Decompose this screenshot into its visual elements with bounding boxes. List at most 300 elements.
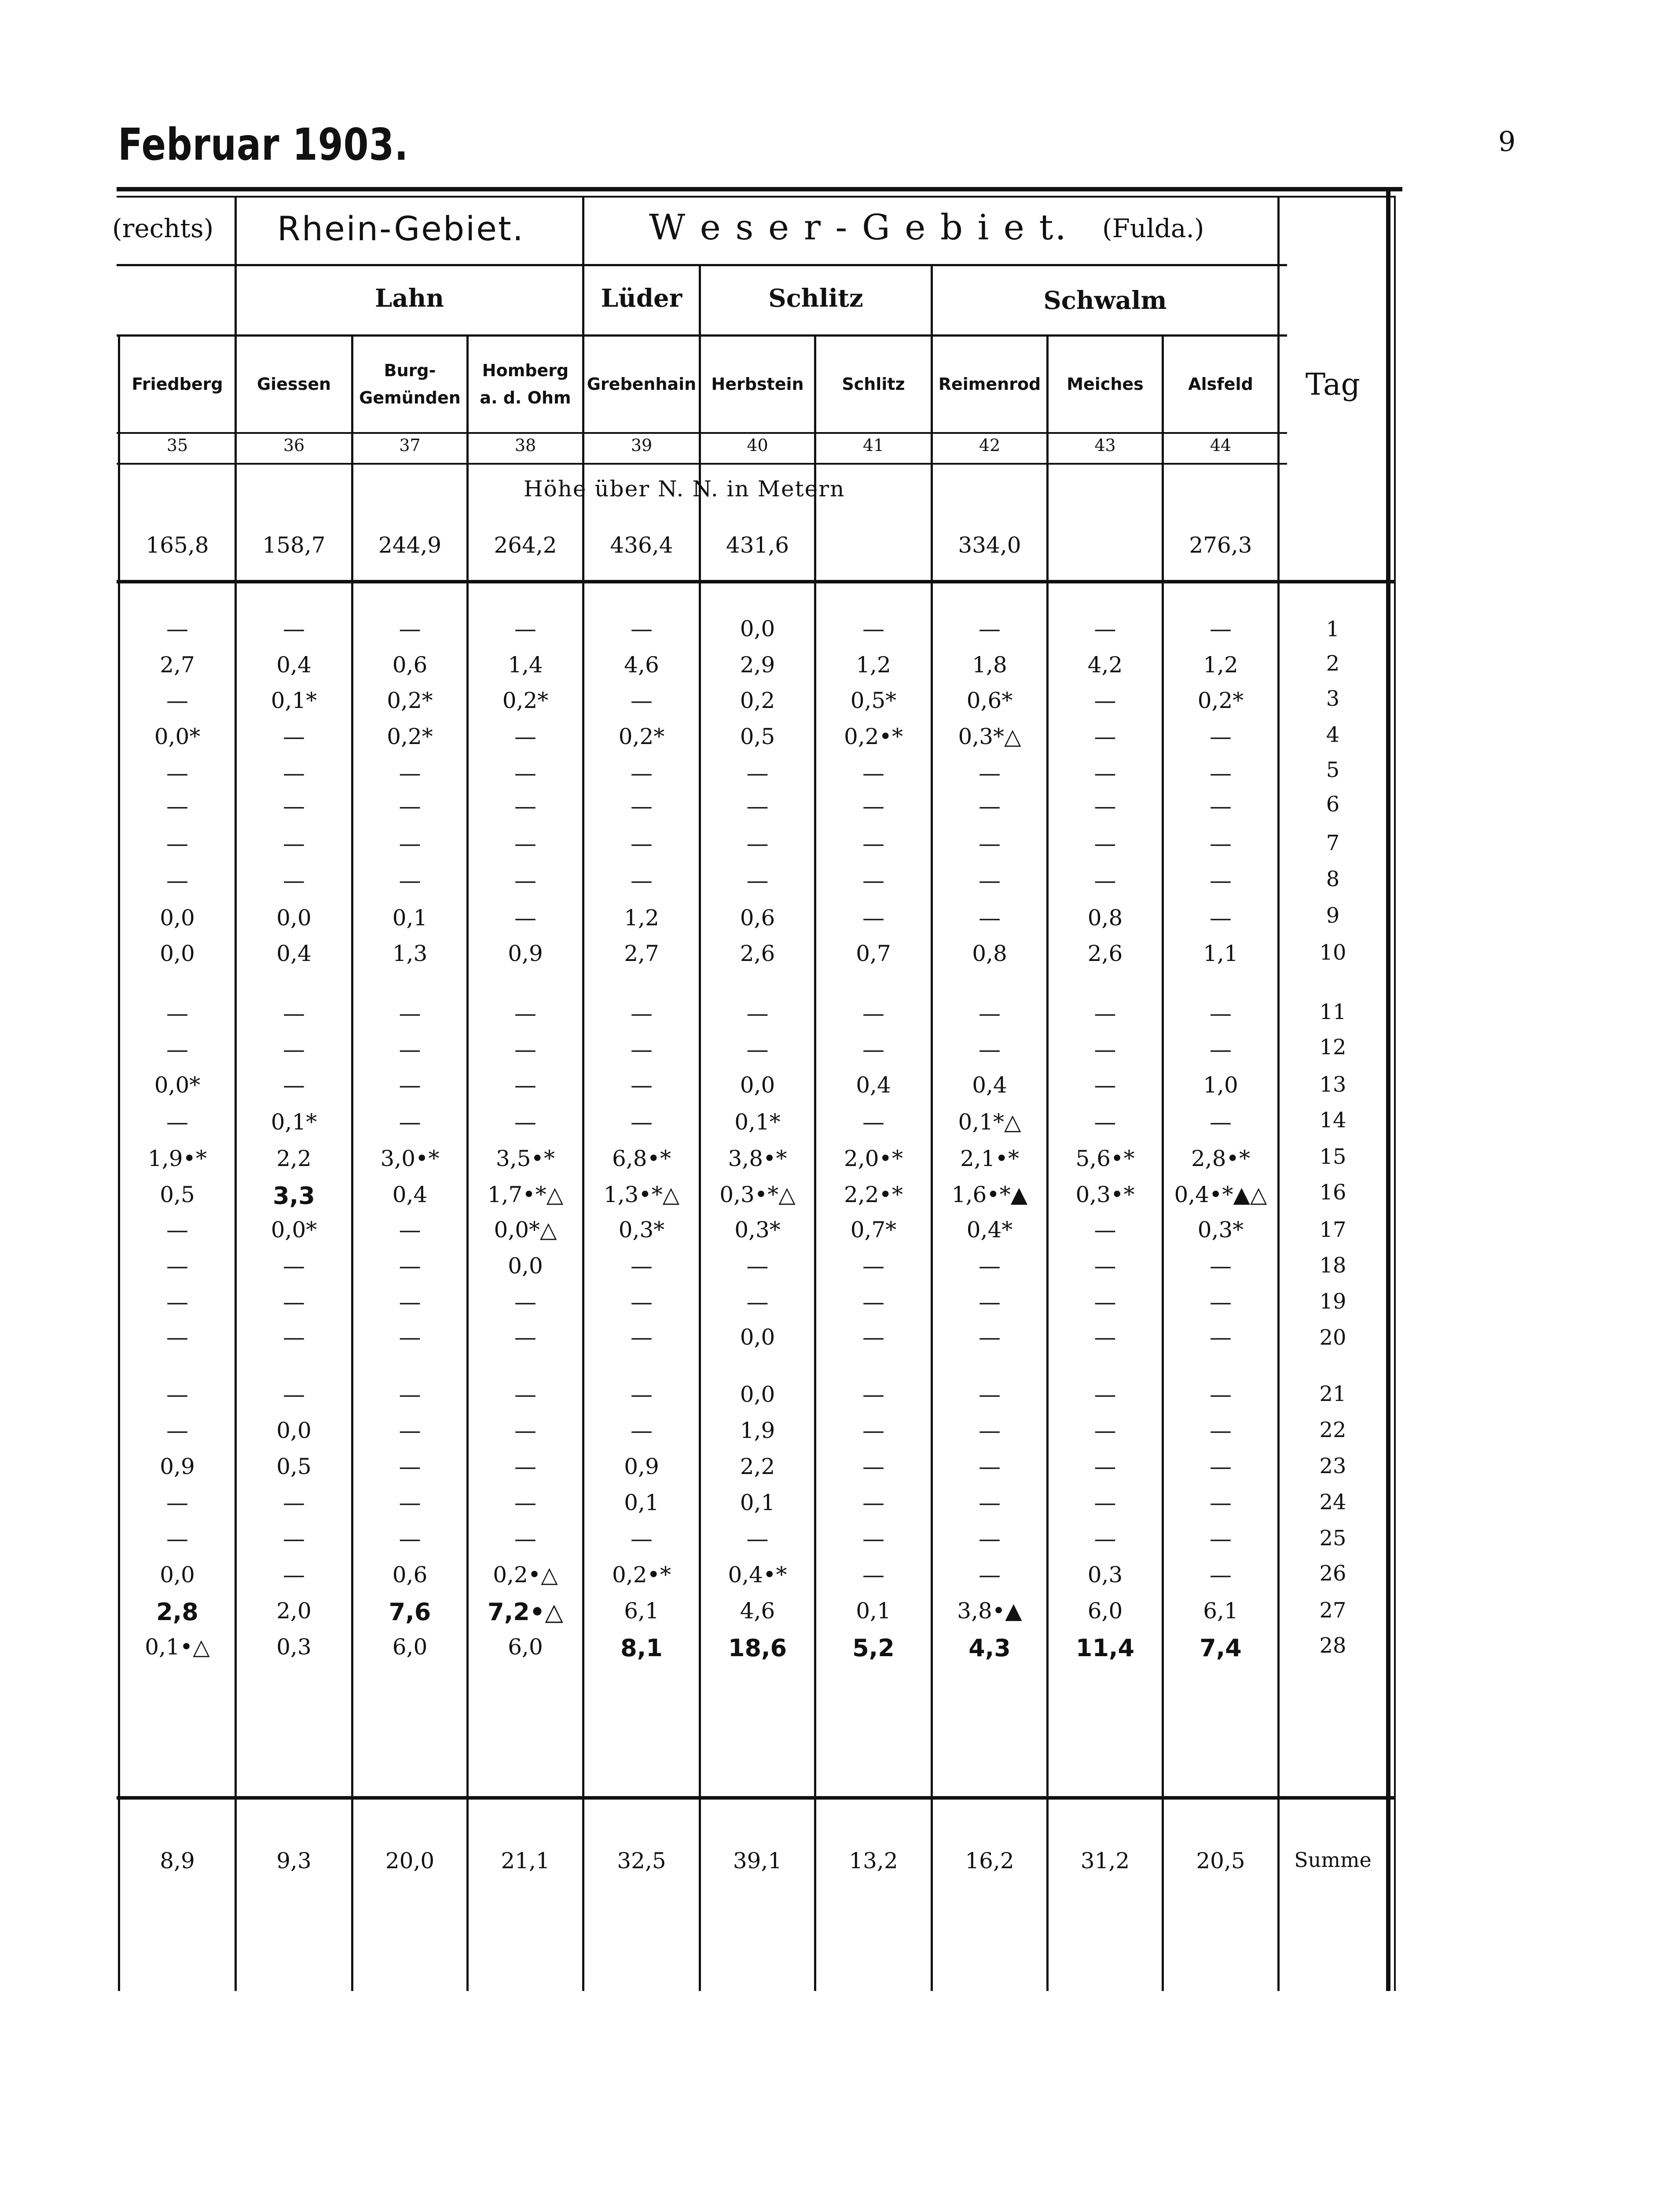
table-cell: 1,1 [1203, 941, 1238, 966]
table-cell: 0,1* [271, 688, 317, 713]
table-cell: — [862, 1001, 884, 1026]
table-cell: — [166, 1490, 188, 1515]
table-cell: — [979, 1253, 1001, 1279]
table-cell: 1,7•*△ [487, 1182, 564, 1207]
table-cell: 5,2 [852, 1634, 895, 1662]
table-cell: — [514, 1526, 536, 1551]
tag-header: Tag [1305, 367, 1361, 402]
table-cell: — [979, 1562, 1001, 1588]
table-cell: — [166, 1217, 188, 1243]
station-name: Burg- Gemünden [359, 360, 461, 407]
top-rule [117, 187, 1402, 191]
table-cell: 6,1 [1203, 1598, 1238, 1624]
table-cell: — [283, 1324, 305, 1350]
table-cell: — [1210, 1418, 1232, 1443]
table-cell: — [979, 1418, 1001, 1443]
station-name: Giessen [257, 374, 331, 394]
table-cell: 0,1 [740, 1490, 775, 1515]
table-cell: 0,8 [972, 941, 1007, 966]
table-cell: — [979, 1037, 1001, 1062]
table-cell: — [631, 760, 653, 786]
table-cell: — [631, 1253, 653, 1279]
table-cell: — [1210, 1526, 1232, 1551]
table-cell: — [283, 724, 305, 749]
table-cell: — [746, 1526, 769, 1551]
table-cell: 0,2* [618, 724, 665, 749]
table-cell: — [166, 831, 188, 856]
table-cell: 0,3•* [1075, 1182, 1135, 1207]
table-cell: — [631, 793, 653, 819]
left-label: (rechts) [112, 213, 214, 243]
sum-cell: 21,1 [501, 1848, 550, 1874]
table-cell: 1,9•* [147, 1146, 207, 1171]
table-cell: 0,0 [276, 905, 312, 931]
table-cell: 2,2 [740, 1454, 775, 1479]
table-cell: — [631, 1289, 653, 1315]
table-cell: — [631, 688, 653, 713]
table-cell: 4,3 [968, 1634, 1011, 1662]
table-cell: 1,3•*△ [603, 1182, 680, 1207]
river-lueder: Lüder [601, 284, 682, 313]
sum-cell: 32,5 [617, 1848, 666, 1874]
table-cell: — [979, 1490, 1001, 1515]
station-name: Homberg a. d. Ohm [480, 360, 571, 407]
table-cell: — [1210, 760, 1232, 786]
day-number: 18 [1319, 1253, 1346, 1278]
table-cell: — [1094, 1253, 1116, 1279]
table-cell: — [1094, 616, 1116, 642]
station-hoehe: 276,3 [1189, 532, 1252, 558]
table-cell: 1,2 [1203, 652, 1238, 678]
table-cell: 2,2 [276, 1146, 312, 1171]
table-cell: — [1210, 1562, 1232, 1588]
table-cell: — [166, 1289, 188, 1315]
day-number: 1 [1326, 617, 1340, 642]
table-cell: — [1094, 1490, 1116, 1515]
rule-head-bottom [117, 580, 1395, 583]
table-cell: 0,1* [271, 1109, 317, 1135]
page-title: Februar 1903. [118, 119, 409, 170]
table-cell: — [514, 760, 536, 786]
station-number: 42 [979, 436, 1001, 455]
table-cell: — [283, 1253, 305, 1279]
table-cell: — [283, 793, 305, 819]
table-cell: — [979, 1324, 1001, 1350]
rule-num-bottom [117, 463, 1287, 465]
table-cell: 2,8 [156, 1598, 198, 1626]
table-cell: — [1094, 1001, 1116, 1026]
station-number: 36 [283, 436, 305, 455]
day-number: 17 [1319, 1217, 1346, 1242]
table-cell: 4,2 [1087, 652, 1123, 678]
table-cell: — [166, 1109, 188, 1135]
table-cell: — [514, 831, 536, 856]
day-number: 10 [1319, 940, 1346, 965]
table-cell: 2,7 [624, 941, 659, 966]
day-number: 5 [1326, 758, 1340, 782]
table-cell: — [631, 1382, 653, 1407]
table-cell: 0,0 [740, 1072, 775, 1098]
table-cell: — [166, 760, 188, 786]
day-number: 22 [1319, 1418, 1346, 1442]
table-cell: 3,3 [273, 1182, 315, 1210]
table-cell: — [979, 831, 1001, 856]
day-number: 21 [1319, 1382, 1346, 1406]
table-cell: 7,4 [1199, 1634, 1242, 1662]
table-cell: — [399, 1289, 421, 1315]
table-cell: 0,4 [856, 1072, 891, 1098]
table-cell: 0,7 [856, 941, 891, 966]
table-cell: — [862, 1289, 884, 1315]
table-cell: 0,5 [276, 1454, 312, 1479]
top-rule-thin [117, 196, 1395, 198]
sum-cell: 16,2 [965, 1848, 1014, 1874]
table-cell: — [399, 616, 421, 642]
table-cell: — [862, 760, 884, 786]
table-cell: 0,2* [1197, 688, 1244, 713]
table-cell: — [1210, 1289, 1232, 1315]
table-cell: — [631, 868, 653, 893]
table-cell: — [1210, 1454, 1232, 1479]
table-cell: 0,3 [276, 1634, 312, 1660]
river-lahn: Lahn [374, 284, 444, 313]
table-cell: 2,6 [740, 941, 775, 966]
station-number: 35 [166, 436, 188, 455]
table-cell: 0,6 [740, 905, 775, 931]
table-cell: — [166, 688, 188, 713]
table-cell: — [514, 1324, 536, 1350]
station-name: Grebenhain [587, 374, 697, 394]
day-number: 3 [1326, 686, 1340, 711]
table-cell: — [1210, 1382, 1232, 1407]
table-cell: — [1210, 831, 1232, 856]
table-cell: 0,2•△ [493, 1562, 558, 1588]
table-cell: 1,2 [624, 905, 659, 931]
table-cell: — [514, 868, 536, 893]
table-cell: 3,5•* [495, 1146, 555, 1171]
table-cell: 0,9 [160, 1454, 195, 1479]
table-cell: 7,6 [389, 1598, 431, 1626]
table-cell: 0,0 [740, 616, 775, 642]
table-cell: — [979, 1001, 1001, 1026]
station-hoehe: 165,8 [146, 532, 209, 558]
day-number: 15 [1319, 1144, 1346, 1169]
table-cell: 0,3 [1087, 1562, 1123, 1588]
table-cell: — [862, 616, 884, 642]
table-cell: — [1094, 1217, 1116, 1243]
table-cell: — [1210, 1253, 1232, 1279]
table-cell: 2,0 [276, 1598, 312, 1624]
right-border-thin [1394, 196, 1396, 1991]
table-cell: — [399, 1253, 421, 1279]
table-cell: — [1094, 1072, 1116, 1098]
sum-cell: 8,9 [160, 1848, 195, 1874]
table-cell: — [746, 1253, 769, 1279]
table-cell: — [514, 1454, 536, 1479]
table-cell: — [283, 1526, 305, 1551]
table-cell: 0,1 [624, 1490, 659, 1515]
table-cell: 0,2 [740, 688, 775, 713]
table-cell: — [631, 1324, 653, 1350]
day-number: 7 [1326, 831, 1340, 855]
table-cell: 0,0 [740, 1382, 775, 1407]
table-cell: — [399, 760, 421, 786]
table-cell: — [746, 1037, 769, 1062]
table-cell: 1,2 [856, 652, 891, 678]
station-name: Schlitz [842, 374, 905, 394]
table-cell: 0,4 [972, 1072, 1007, 1098]
table-cell: — [166, 1253, 188, 1279]
table-cell: — [1094, 831, 1116, 856]
table-cell: 0,2* [387, 688, 433, 713]
table-cell: — [399, 1001, 421, 1026]
table-cell: 18,6 [728, 1634, 787, 1662]
table-cell: — [166, 616, 188, 642]
day-number: 13 [1319, 1072, 1346, 1097]
table-cell: — [631, 1109, 653, 1135]
table-cell: 1,8 [972, 652, 1007, 678]
day-number: 25 [1319, 1526, 1346, 1551]
sum-cell: 20,5 [1196, 1848, 1245, 1874]
table-cell: — [283, 1562, 305, 1588]
day-number: 28 [1319, 1633, 1346, 1658]
table-cell: 1,3 [392, 941, 428, 966]
table-cell: — [631, 1526, 653, 1551]
table-cell: — [1094, 724, 1116, 749]
table-cell: — [166, 793, 188, 819]
table-cell: 8,1 [620, 1634, 663, 1662]
table-cell: 6,0 [1087, 1598, 1123, 1624]
table-cell: 0,0 [508, 1253, 543, 1279]
table-cell: — [1094, 1454, 1116, 1479]
table-cell: 0,2•* [844, 724, 903, 749]
day-number: 19 [1319, 1289, 1346, 1314]
table-cell: — [514, 905, 536, 931]
table-cell: — [631, 616, 653, 642]
sum-cell: 9,3 [276, 1848, 312, 1874]
table-cell: 0,1•△ [145, 1634, 210, 1660]
table-cell: — [166, 1324, 188, 1350]
table-cell: — [631, 1001, 653, 1026]
table-cell: 0,7* [850, 1217, 897, 1243]
table-cell: 0,3* [618, 1217, 665, 1243]
table-cell: — [1094, 868, 1116, 893]
table-cell: 2,6 [1087, 941, 1123, 966]
table-cell: — [399, 793, 421, 819]
table-cell: 0,3* [1197, 1217, 1244, 1243]
table-cell: 5,6•* [1075, 1146, 1135, 1171]
station-number: 40 [747, 436, 768, 455]
table-cell: — [979, 793, 1001, 819]
table-cell: — [1094, 1109, 1116, 1135]
day-number: 20 [1319, 1325, 1346, 1350]
table-cell: — [283, 1382, 305, 1407]
summe-label: Summe [1294, 1848, 1372, 1872]
table-cell: — [1094, 1418, 1116, 1443]
station-number: 38 [514, 436, 536, 455]
table-cell: — [979, 1382, 1001, 1407]
table-cell: 2,7 [160, 652, 195, 678]
table-cell: 0,1 [856, 1598, 891, 1624]
table-cell: — [862, 1382, 884, 1407]
table-cell: 0,6 [392, 652, 428, 678]
table-cell: — [399, 1490, 421, 1515]
table-cell: — [746, 868, 769, 893]
rhein-gebiet-header: Rhein-Gebiet. [277, 209, 525, 248]
table-cell: — [514, 1109, 536, 1135]
table-cell: 0,2* [502, 688, 549, 713]
table-cell: — [1094, 1526, 1116, 1551]
table-cell: — [862, 1418, 884, 1443]
day-number: 11 [1319, 1000, 1346, 1024]
table-cell: — [862, 905, 884, 931]
day-number: 4 [1326, 722, 1340, 747]
table-cell: 0,3•*△ [719, 1182, 796, 1207]
table-cell: — [1094, 793, 1116, 819]
station-number: 44 [1210, 436, 1232, 455]
table-cell: 6,0 [508, 1634, 543, 1660]
table-cell: — [399, 1109, 421, 1135]
table-cell: — [862, 793, 884, 819]
station-hoehe: 264,2 [494, 532, 557, 558]
rule-station-top [117, 334, 1287, 337]
table-cell: 0,1* [734, 1109, 781, 1135]
table-cell: — [862, 1109, 884, 1135]
table-cell: 0,9 [508, 941, 543, 966]
table-cell: 0,0* [271, 1217, 317, 1243]
table-cell: 0,0 [160, 941, 195, 966]
table-cell: 3,0•* [380, 1146, 440, 1171]
station-hoehe: 334,0 [958, 532, 1021, 558]
table-cell: — [631, 1072, 653, 1098]
table-cell: — [399, 1072, 421, 1098]
day-number: 2 [1326, 651, 1340, 676]
table-cell: — [283, 1289, 305, 1315]
table-cell: — [1210, 724, 1232, 749]
table-cell: — [283, 1001, 305, 1026]
sum-cell: 13,2 [849, 1848, 898, 1874]
table-cell: 0,2* [387, 724, 433, 749]
table-cell: — [514, 1490, 536, 1515]
table-cell: — [1210, 1037, 1232, 1062]
table-cell: 0,1 [392, 905, 428, 931]
table-cell: — [166, 1037, 188, 1062]
day-number: 9 [1326, 903, 1340, 928]
table-cell: — [283, 760, 305, 786]
table-cell: — [1094, 1324, 1116, 1350]
station-number: 37 [399, 436, 421, 455]
table-cell: 0,5 [740, 724, 775, 749]
table-cell: — [399, 1037, 421, 1062]
table-cell: 0,3*△ [958, 724, 1021, 749]
table-cell: — [1210, 793, 1232, 819]
day-number: 14 [1319, 1108, 1346, 1133]
table-cell: — [166, 1001, 188, 1026]
table-cell: — [166, 868, 188, 893]
table-cell: — [979, 616, 1001, 642]
table-cell: — [1210, 1490, 1232, 1515]
table-cell: — [746, 1289, 769, 1315]
table-cell: 0,4 [276, 941, 312, 966]
table-cell: — [399, 1418, 421, 1443]
rule-river-top [117, 264, 1287, 266]
table-cell: — [862, 1037, 884, 1062]
table-cell: — [1094, 1037, 1116, 1062]
table-cell: — [746, 1001, 769, 1026]
table-cell: — [1210, 868, 1232, 893]
page-number: 9 [1498, 125, 1516, 158]
table-cell: 1,6•*▲ [951, 1182, 1028, 1207]
table-cell: 0,1*△ [958, 1109, 1021, 1135]
table-cell: 0,0 [160, 1562, 195, 1588]
table-cell: 0,6* [966, 688, 1013, 713]
table-cell: — [283, 868, 305, 893]
table-cell: 0,2•* [612, 1562, 671, 1588]
station-hoehe: 244,9 [378, 532, 442, 558]
table-cell: 6,1 [624, 1598, 659, 1624]
table-cell: — [283, 1072, 305, 1098]
table-cell: 1,0 [1203, 1072, 1238, 1098]
station-name: Alsfeld [1188, 374, 1253, 394]
table-cell: — [399, 1526, 421, 1551]
table-cell: — [631, 1418, 653, 1443]
table-cell: 0,5* [850, 688, 897, 713]
table-cell: — [166, 1382, 188, 1407]
station-number: 39 [631, 436, 653, 455]
hohe-label: Höhe über N. N. in Metern [524, 476, 845, 502]
rule-sum-top [117, 1796, 1395, 1800]
table-cell: 11,4 [1075, 1634, 1135, 1662]
table-cell: 0,4* [966, 1217, 1013, 1243]
day-number: 26 [1319, 1561, 1346, 1586]
day-number: 23 [1319, 1454, 1346, 1478]
table-cell: 2,2•* [844, 1182, 903, 1207]
table-cell: 0,0*△ [494, 1217, 557, 1243]
table-cell: — [1210, 1001, 1232, 1026]
table-cell: 0,4•*▲△ [1174, 1182, 1267, 1207]
table-cell: 1,9 [740, 1418, 775, 1443]
table-cell: 0,8 [1087, 905, 1123, 931]
table-cell: — [1094, 1289, 1116, 1315]
table-cell: — [514, 1072, 536, 1098]
table-cell: 0,0 [276, 1418, 312, 1443]
table-cell: — [514, 1418, 536, 1443]
station-number: 41 [862, 436, 884, 455]
sum-cell: 39,1 [733, 1848, 782, 1874]
table-cell: 0,5 [160, 1182, 195, 1207]
table-cell: 6,8•* [612, 1146, 671, 1171]
table-cell: — [514, 1382, 536, 1407]
table-cell: — [166, 1526, 188, 1551]
table-cell: — [514, 616, 536, 642]
table-cell: — [631, 1037, 653, 1062]
sum-cell: 20,0 [385, 1848, 435, 1874]
table-cell: — [631, 831, 653, 856]
river-schwalm: Schwalm [1043, 286, 1167, 315]
station-hoehe: 158,7 [262, 532, 326, 558]
table-cell: — [514, 724, 536, 749]
table-cell: — [399, 1454, 421, 1479]
river-schlitz: Schlitz [768, 284, 863, 313]
table-cell: 7,2•△ [488, 1598, 563, 1626]
table-cell: 0,0 [160, 905, 195, 931]
day-number: 16 [1319, 1180, 1346, 1205]
table-cell: — [746, 760, 769, 786]
table-cell: — [399, 1324, 421, 1350]
station-name: Friedberg [132, 374, 223, 394]
table-cell: — [1210, 905, 1232, 931]
table-cell: — [1210, 1109, 1232, 1135]
